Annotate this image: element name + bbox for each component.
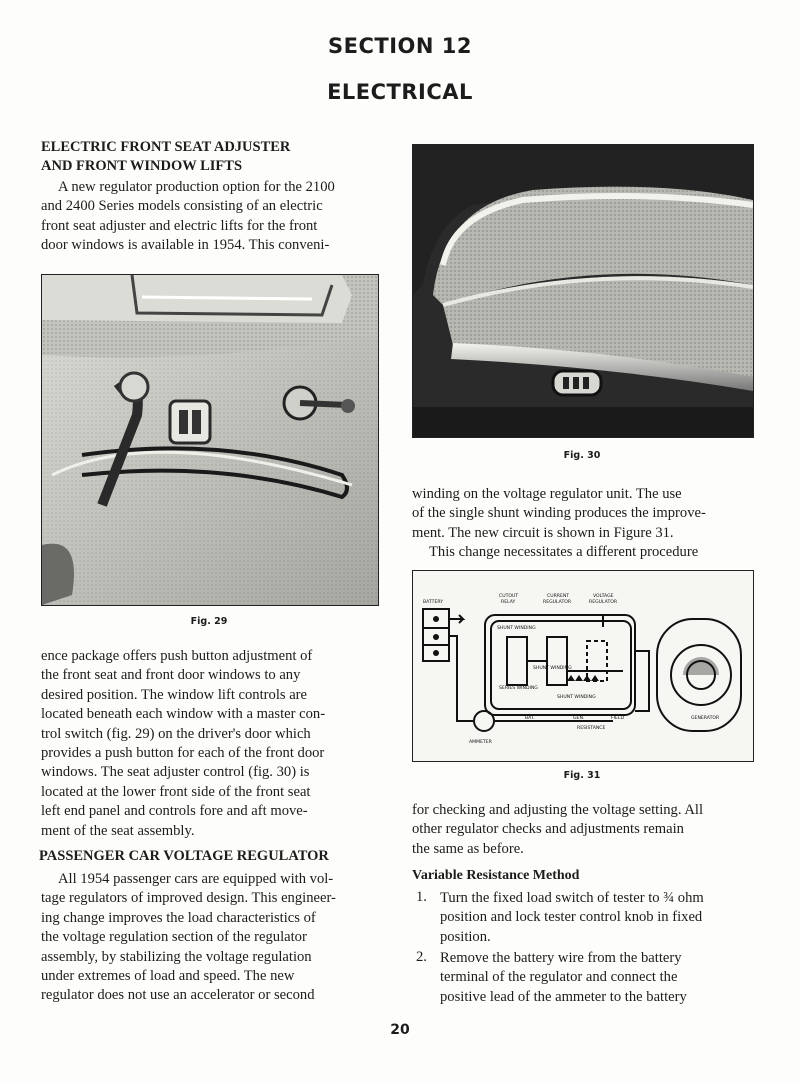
body-paragraph-3: winding on the voltage regulator unit. The use of the single shunt winding produces the improve- ment. The new circuit is shown in Figure 31. This change necessitates a different procedure (412, 486, 706, 561)
label-series-winding: SERIES WINDING (499, 686, 538, 691)
label-shunt-winding-mid: SHUNT WINDING (557, 695, 596, 700)
figure-29-caption: Fig. 29 (190, 616, 228, 627)
label-gen: GEN. (573, 716, 585, 721)
step-1-text: Turn the fixed load switch of tester to ¾ ohm position and lock tester control knob in fixed position. (440, 890, 704, 945)
label-voltage: VOLTAGE (593, 594, 614, 599)
body-paragraph-2: All 1954 passenger cars are equipped with vol- tage regulators of improved design. This engineer- ing change improves the load characteristics of the voltage regulation section of the regulator assembly, by stabilizing the voltage regulation under extremes of load and speed. The new regulator does not use an accelerator or second (41, 871, 336, 1004)
label-generator: GENERATOR (691, 716, 720, 721)
figure-31-caption: Fig. 31 (563, 770, 601, 781)
label-resistance: RESISTANCE (577, 726, 606, 731)
label-battery: BATTERY (423, 600, 444, 605)
label-regulator-2: REGULATOR (589, 600, 618, 605)
label-shunt-winding-low: SHUNT WINDING (533, 666, 572, 671)
figure-30-caption: Fig. 30 (563, 450, 601, 461)
body-paragraph-4: for checking and adjusting the voltage setting. All other regulator checks and adjustments remain the same as before. (412, 802, 703, 857)
label-bat: BAT. (525, 716, 535, 721)
step-2-number: 2. (416, 949, 427, 965)
label-relay: RELAY (501, 600, 516, 605)
label-regulator-1: REGULATOR (543, 600, 572, 605)
label-shunt-winding-top: SHUNT WINDING (497, 626, 536, 631)
section-title: ELECTRICAL (327, 80, 473, 104)
label-current: CURRENT (547, 594, 570, 599)
heading-voltage-regulator: PASSENGER CAR VOLTAGE REGULATOR (39, 848, 329, 864)
label-cutout: CUTOUT (499, 594, 519, 599)
section-number: SECTION 12 (328, 34, 472, 58)
figure-30-photo (412, 144, 754, 438)
step-1-number: 1. (416, 889, 427, 905)
label-ammeter: AMMETER (469, 740, 492, 745)
figure-31-wiring-diagram (412, 570, 754, 762)
label-field: FIELD (611, 716, 624, 721)
heading-seat-adjuster: ELECTRIC FRONT SEAT ADJUSTER AND FRONT WINDOW LIFTS (41, 139, 291, 174)
figure-29-photo (41, 274, 379, 606)
intro-paragraph: A new regulator production option for the 2100 and 2400 Series models consisting of an electric front seat adjuster and electric lifts for the front door windows is available in 1954. This conveni- (41, 179, 335, 254)
page-number: 20 (390, 1022, 410, 1038)
body-paragraph-1: ence package offers push button adjustment of the front seat and front door windows to any desired position. The window lift controls are located beneath each window with a master con- trol switch (fig. 29) on the driver's door which provides a push button for each of the front door windows. The seat adjuster control (fig. 30) is located at the lower front side of the front seat left end panel and controls fore and aft move- ment of the seat assembly. (41, 648, 326, 839)
step-2-text: Remove the battery wire from the battery terminal of the regulator and connect the positive lead of the ammeter to the battery (440, 950, 687, 1005)
heading-variable-resistance: Variable Resistance Method (412, 868, 580, 883)
